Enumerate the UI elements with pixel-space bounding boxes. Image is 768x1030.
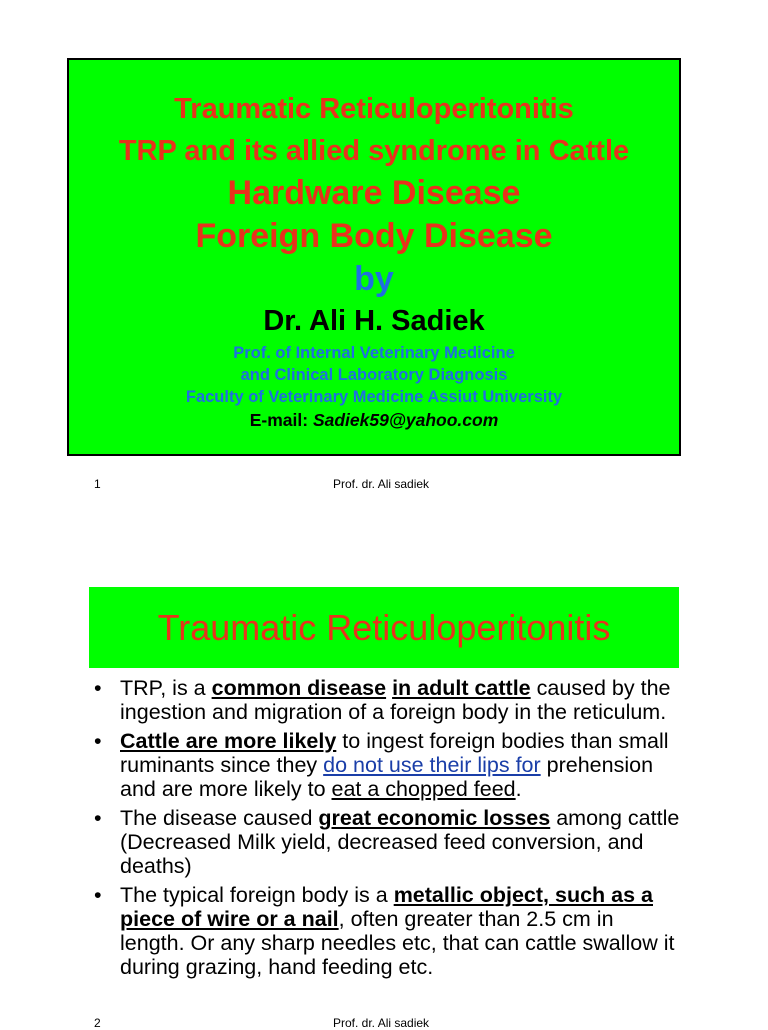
title-line-2: TRP and its allied syndrome in Cattle	[118, 135, 630, 167]
bullet-4-text-a: The typical foreign body is a	[120, 883, 394, 907]
footer-author-1: Prof. dr. Ali sadiek	[333, 477, 430, 491]
author-name: Dr. Ali H. Sadiek	[263, 305, 485, 337]
bullet-icon: •	[94, 676, 102, 700]
bullet-3-text-b: among cattle (Decreased Milk yield, decreased feed conversion, and deaths)	[120, 806, 680, 878]
bullet-1-emphasis-b: in adult cattle	[392, 676, 531, 700]
bullet-icon: •	[94, 729, 102, 753]
title-line-4: Foreign Body Disease	[195, 217, 553, 255]
slide-2-header	[89, 587, 679, 668]
bullet-1-emphasis-a: common disease	[211, 676, 387, 700]
bullet-1-text-a: TRP, is a	[120, 676, 212, 700]
bullet-item-1	[94, 676, 684, 724]
by-label: by	[354, 260, 394, 298]
bullet-2-underlined: eat a chopped feed	[331, 777, 516, 801]
affiliation-line-3: Faculty of Veterinary Medicine Assiut University	[185, 388, 563, 406]
affiliation-line-2: and Clinical Laboratory Diagnosis	[240, 366, 508, 384]
bullet-1-text-b: caused by the ingestion and migration of a foreign body in the reticulum.	[120, 676, 671, 724]
email-label: E-mail:	[249, 410, 309, 430]
bullet-2-text-a: to ingest foreign bodies than small ruminants since they	[120, 729, 669, 777]
bullet-item-2	[94, 729, 684, 801]
title-block	[69, 60, 679, 258]
page-number-2: 2	[94, 1016, 101, 1030]
bullet-icon: •	[94, 806, 102, 830]
bullet-2-emphasis: Cattle are more likely	[120, 729, 337, 753]
bullet-2-link[interactable]: do not use their lips for	[323, 753, 541, 777]
bullet-3-text-a: The disease caused	[120, 806, 319, 830]
title-slide	[67, 58, 681, 456]
bullet-item-4	[94, 883, 684, 979]
bullet-item-3	[94, 806, 684, 878]
bullet-2-period: .	[515, 777, 522, 801]
bullet-list	[94, 676, 684, 984]
bullet-4-emphasis: metallic object, such as a piece of wire or a nail	[120, 883, 653, 931]
title-line-1: Traumatic Reticuloperitonitis	[174, 93, 574, 125]
footer-author-2: Prof. dr. Ali sadiek	[333, 1016, 430, 1030]
affiliation-line-1: Prof. of Internal Veterinary Medicine	[233, 344, 515, 362]
page-number-1: 1	[94, 477, 101, 491]
email-address[interactable]: Sadiek59@yahoo.com	[312, 410, 499, 430]
slide-2-title: Traumatic Reticuloperitonitis	[157, 607, 611, 648]
bullet-3-emphasis: great economic losses	[318, 806, 551, 830]
email-line	[69, 408, 679, 432]
bullet-4-text-b: , often greater than 2.5 cm in length. Or any sharp needles etc, that can cattle swallow it during grazing, hand feeding etc.	[120, 907, 675, 979]
bullet-icon: •	[94, 883, 102, 907]
bullet-2-text-b: prehension and are more likely to	[120, 753, 654, 801]
title-line-3: Hardware Disease	[227, 174, 521, 212]
